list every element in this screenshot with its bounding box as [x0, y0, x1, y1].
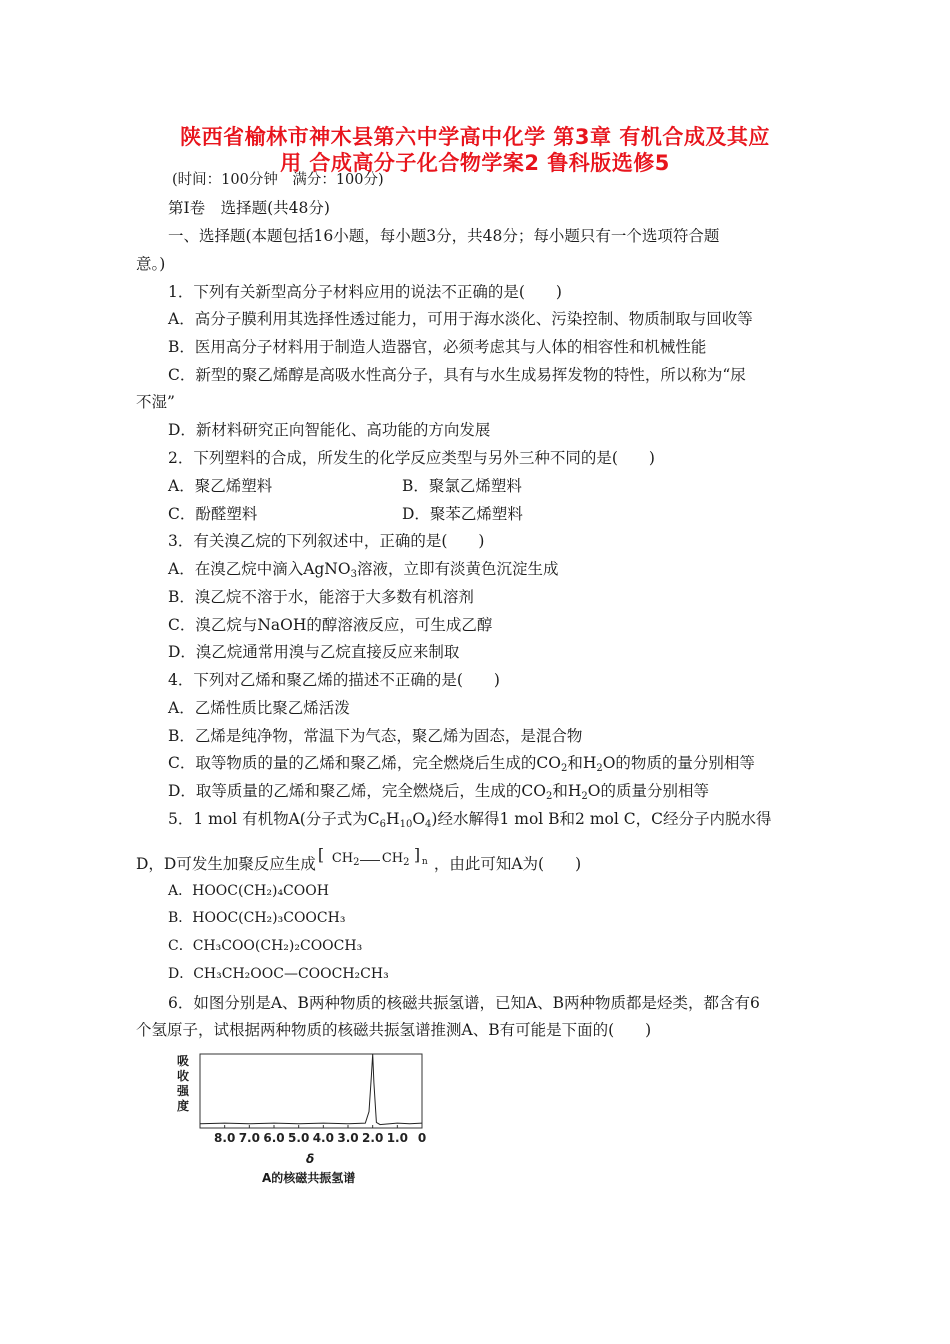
q1-option-c-line1: C．新型的聚乙烯醇是高吸水性高分子，具有与水生成易挥发物的特性，所以称为“尿	[168, 366, 746, 384]
q5-stem-line1	[168, 807, 771, 829]
instructions-line1: 一、选择题(本题包括16小题，每小题3分，共48分；每小题只有一个选项符合题	[168, 227, 720, 245]
q5-mid1: H	[386, 810, 400, 828]
q5-s1-pre: 5．1 mol 有机物A(分子式为C	[168, 810, 380, 828]
q3-option-b: B．溴乙烷不溶于水，能溶于大多数有机溶剂	[168, 588, 474, 606]
q5-sub10: 10	[399, 819, 413, 830]
q4-option-a: A．乙烯性质比聚乙烯活泼	[168, 699, 350, 717]
section-heading: 第Ⅰ卷 选择题(共48分)	[168, 199, 330, 217]
q3-a-post: 溶液，立即有淡黄色沉淀生成	[356, 560, 559, 578]
nmr-spectrum-line	[200, 1054, 422, 1125]
q4-d-sub-a: 2	[546, 791, 553, 802]
q6-stem-line2: 个氢原子，试根据两种物质的核磁共振氢谱推测A、B有可能是下面的( )	[136, 1021, 652, 1039]
chart-title: A的核磁共振氢谱	[262, 1171, 356, 1185]
q5-option-b: B．HOOC(CH₂)₃COOCH₃	[168, 910, 346, 926]
x-tick-label: 2.0	[362, 1131, 384, 1145]
q5-sub4: 4	[425, 819, 432, 830]
q4-option-b: B．乙烯是纯净物，常温下为气态，聚乙烯为固态，是混合物	[168, 727, 583, 745]
x-tick-label: 4.0	[312, 1131, 334, 1145]
q5-stem-line2	[136, 845, 582, 874]
q4-d-post: O的质量分别相等	[587, 782, 709, 800]
q5-s1-post: )经水解得1 mol B和2 mol C，C经分子内脱水得	[431, 810, 772, 828]
q3-option-a	[168, 557, 558, 579]
q4-d-mid: 和H	[552, 782, 582, 800]
q2-option-c: C．酚醛塑料	[168, 505, 258, 523]
q2-option-b: B．聚氯乙烯塑料	[402, 477, 522, 495]
poly-ch2-2	[382, 851, 410, 866]
document-title-line2: 用 合成高分子化合物学案2 鲁科版选修5	[280, 151, 670, 175]
q4-c-sub-a: 2	[560, 763, 568, 774]
q1-option-a: A．高分子膜利用其选择性透过能力，可用于海水淡化、污染控制、物质制取与回收等	[168, 310, 753, 328]
q3-stem: 3．有关溴乙烷的下列叙述中，正确的是( )	[168, 532, 485, 550]
q2-option-a: A．聚乙烯塑料	[168, 477, 273, 495]
q1-option-b: B．医用高分子材料用于制造人造器官，必须考虑其与人体的相容性和机械性能	[168, 338, 707, 356]
x-tick-label: 3.0	[337, 1131, 359, 1145]
q4-stem: 4．下列对乙烯和聚乙烯的描述不正确的是( )	[168, 671, 500, 689]
q5-s2-pre: D，D可发生加聚反应生成	[136, 855, 316, 873]
q4-d-sub-b: 2	[581, 791, 588, 802]
q5-option-c: C．CH₃COO(CH₂)₂COOCH₃	[168, 938, 363, 954]
q5-mid2: O	[412, 810, 426, 828]
q2-stem: 2．下列塑料的合成，所发生的化学反应类型与另外三种不同的是( )	[168, 449, 655, 467]
document-title-line1: 陕西省榆林市神木县第六中学高中化学 第3章 有机合成及其应	[180, 125, 770, 149]
q5-option-d: D．CH₃CH₂OOC—COOCH₂CH₃	[168, 966, 389, 982]
x-tick-label: 5.0	[288, 1131, 310, 1145]
chart-xlabel: δ	[306, 1152, 315, 1166]
x-tick-label: 6.0	[263, 1131, 285, 1145]
poly-bracket-left: [	[317, 845, 325, 864]
q3-a-pre: A．在溴乙烷中滴入AgNO	[168, 560, 351, 578]
q2-option-d: D．聚苯乙烯塑料	[402, 505, 523, 523]
q6-stem-line1: 6．如图分别是A、B两种物质的核磁共振氢谱，已知A、B两种物质都是烃类，都含有6	[168, 994, 760, 1012]
x-tick-label: 0	[417, 1131, 427, 1145]
x-tick-label: 7.0	[238, 1131, 260, 1145]
poly-ch2-1	[332, 851, 360, 866]
x-tick-label: 8.0	[214, 1131, 236, 1145]
q1-option-d: D．新材料研究正向智能化、高功能的方向发展	[168, 421, 491, 439]
q5-option-a: A．HOOC(CH₂)₄COOH	[168, 883, 329, 899]
q4-c-post: O的物质的量分别相等	[602, 754, 755, 772]
q4-option-d	[168, 779, 709, 801]
x-tick-label: 1.0	[386, 1131, 408, 1145]
poly-sub-1: 2	[353, 857, 360, 868]
q5-sub6: 6	[379, 819, 387, 830]
poly-ch-1: CH	[331, 851, 354, 866]
nmr-chart	[190, 1046, 450, 1146]
poly-bracket-right: ]	[413, 845, 421, 864]
q3-option-c: C．溴乙烷与NaOH的醇溶液反应，可生成乙醇	[168, 616, 493, 634]
q5-s2-post: ，由此可知A为( )	[433, 855, 582, 873]
q1-stem: 1．下列有关新型高分子材料应用的说法不正确的是( )	[168, 283, 562, 301]
chart-ylabel: 吸收强度	[177, 1054, 190, 1113]
instructions-line2: 意。)	[136, 255, 166, 273]
q4-c-mid: 和H	[567, 754, 597, 772]
q3-option-d: D．溴乙烷通常用溴与乙烷直接反应来制取	[168, 643, 460, 661]
q4-d-pre: D．取等质量的乙烯和聚乙烯，完全燃烧后，生成的CO	[168, 782, 546, 800]
poly-ch-2: CH	[381, 851, 404, 866]
poly-n: n	[421, 857, 428, 867]
q1-option-c-line2: 不湿”	[136, 393, 175, 411]
chart-frame	[200, 1054, 422, 1128]
q4-c-pre: C．取等物质的量的乙烯和聚乙烯，完全燃烧后生成的CO	[168, 754, 561, 772]
polyethylene-structure	[316, 845, 434, 871]
q4-option-c	[168, 751, 755, 773]
poly-sub-2: 2	[403, 857, 410, 868]
chart-plot-area	[200, 1054, 426, 1145]
q3-a-sub: 3	[350, 569, 357, 580]
q4-c-sub-b: 2	[596, 763, 603, 774]
exam-info: (时间：100分钟 满分：100分)	[172, 172, 384, 188]
poly-bond	[360, 860, 380, 861]
